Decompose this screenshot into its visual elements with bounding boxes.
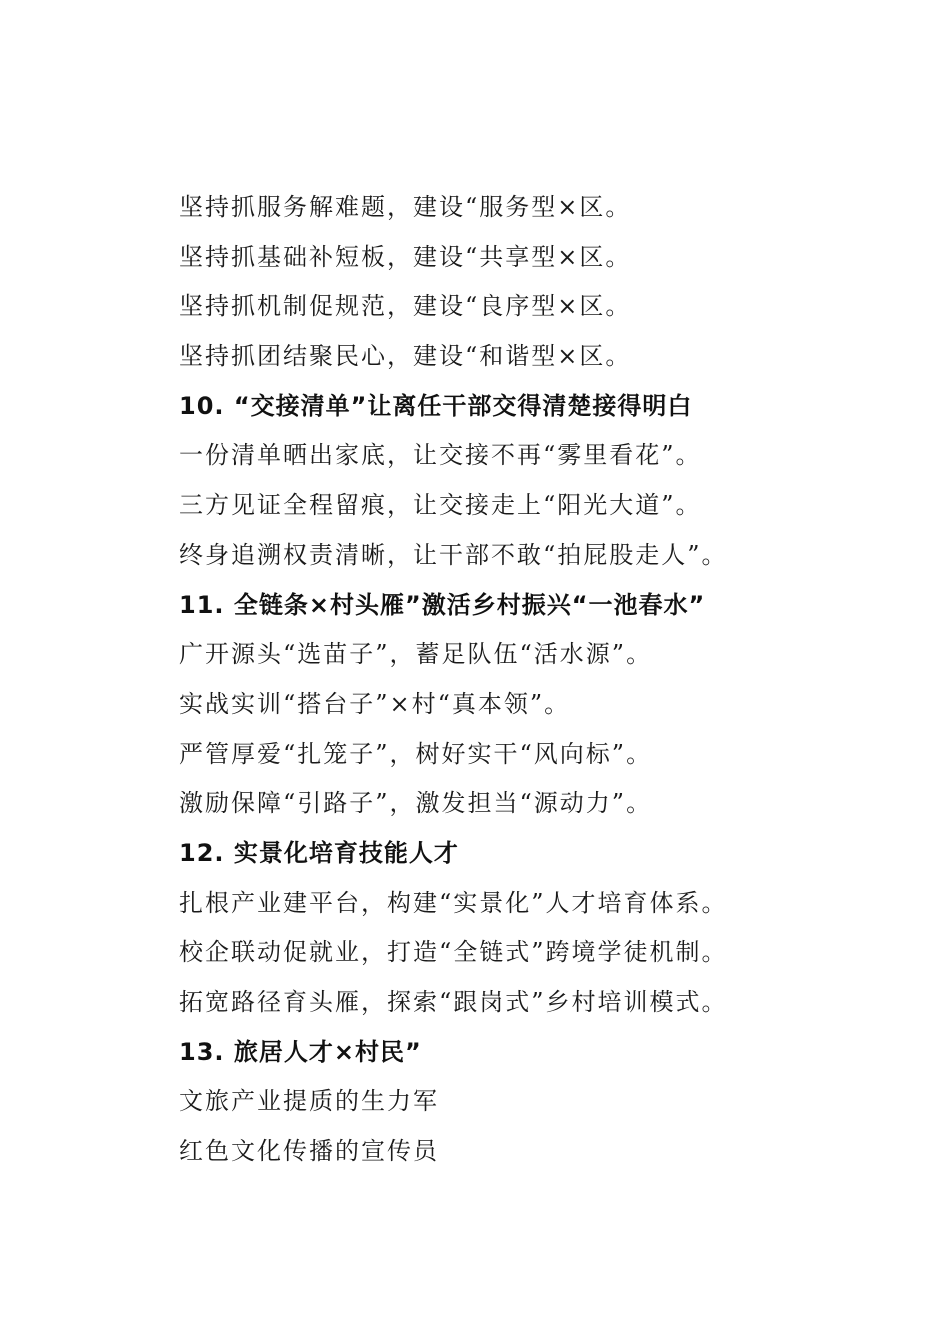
text-line: 红色文化传播的宣传员 [179,1137,439,1166]
section-heading: 12. 实景化培育技能人才 [179,838,459,867]
text-line: 激励保障“引路子”，激发担当“源动力”。 [179,789,653,818]
text-line: 拓宽路径育头雁，探索“跟岗式”乡村培训模式。 [179,988,728,1016]
text-line: 文旅产业提质的生力军 [179,1087,439,1116]
text-line: 广开源头“选苗子”，蓄足队伍“活水源”。 [179,640,653,669]
text-line: 坚持抓基础补短板，建设“共享型×区。 [179,242,632,271]
text-line: 坚持抓机制促规范，建设“良序型×区。 [179,292,632,321]
text-line: 终身追溯权责清晰，让干部不敢“拍屁股走人”。 [179,540,728,569]
document-body [179,183,919,1177]
text-line: 严管厚爱“扎笼子”，树好实干“风向标”。 [179,739,653,768]
text-line: 校企联动促就业，打造“全链式”跨境学徒机制。 [179,938,728,967]
text-line: 扎根产业建平台，构建“实景化”人才培育体系。 [179,888,728,917]
section-heading: 11. 全链条×村头雁”激活乡村振兴“一池春水” [179,590,706,619]
text-line: 实战实训“搭台子”×村“真本领”。 [179,689,571,718]
text-line: 坚持抓服务解难题，建设“服务型×区。 [179,193,632,221]
text-line: 一份清单晒出家底，让交接不再“雾里看花”。 [179,441,702,470]
text-line: 坚持抓团结聚民心，建设“和谐型×区。 [179,342,632,371]
text-line: 三方见证全程留痕，让交接走上“阳光大道”。 [179,491,702,520]
section-heading: 10. “交接清单”让离任干部交得清楚接得明白 [179,391,693,420]
section-heading: 13. 旅居人才×村民” [179,1037,422,1066]
